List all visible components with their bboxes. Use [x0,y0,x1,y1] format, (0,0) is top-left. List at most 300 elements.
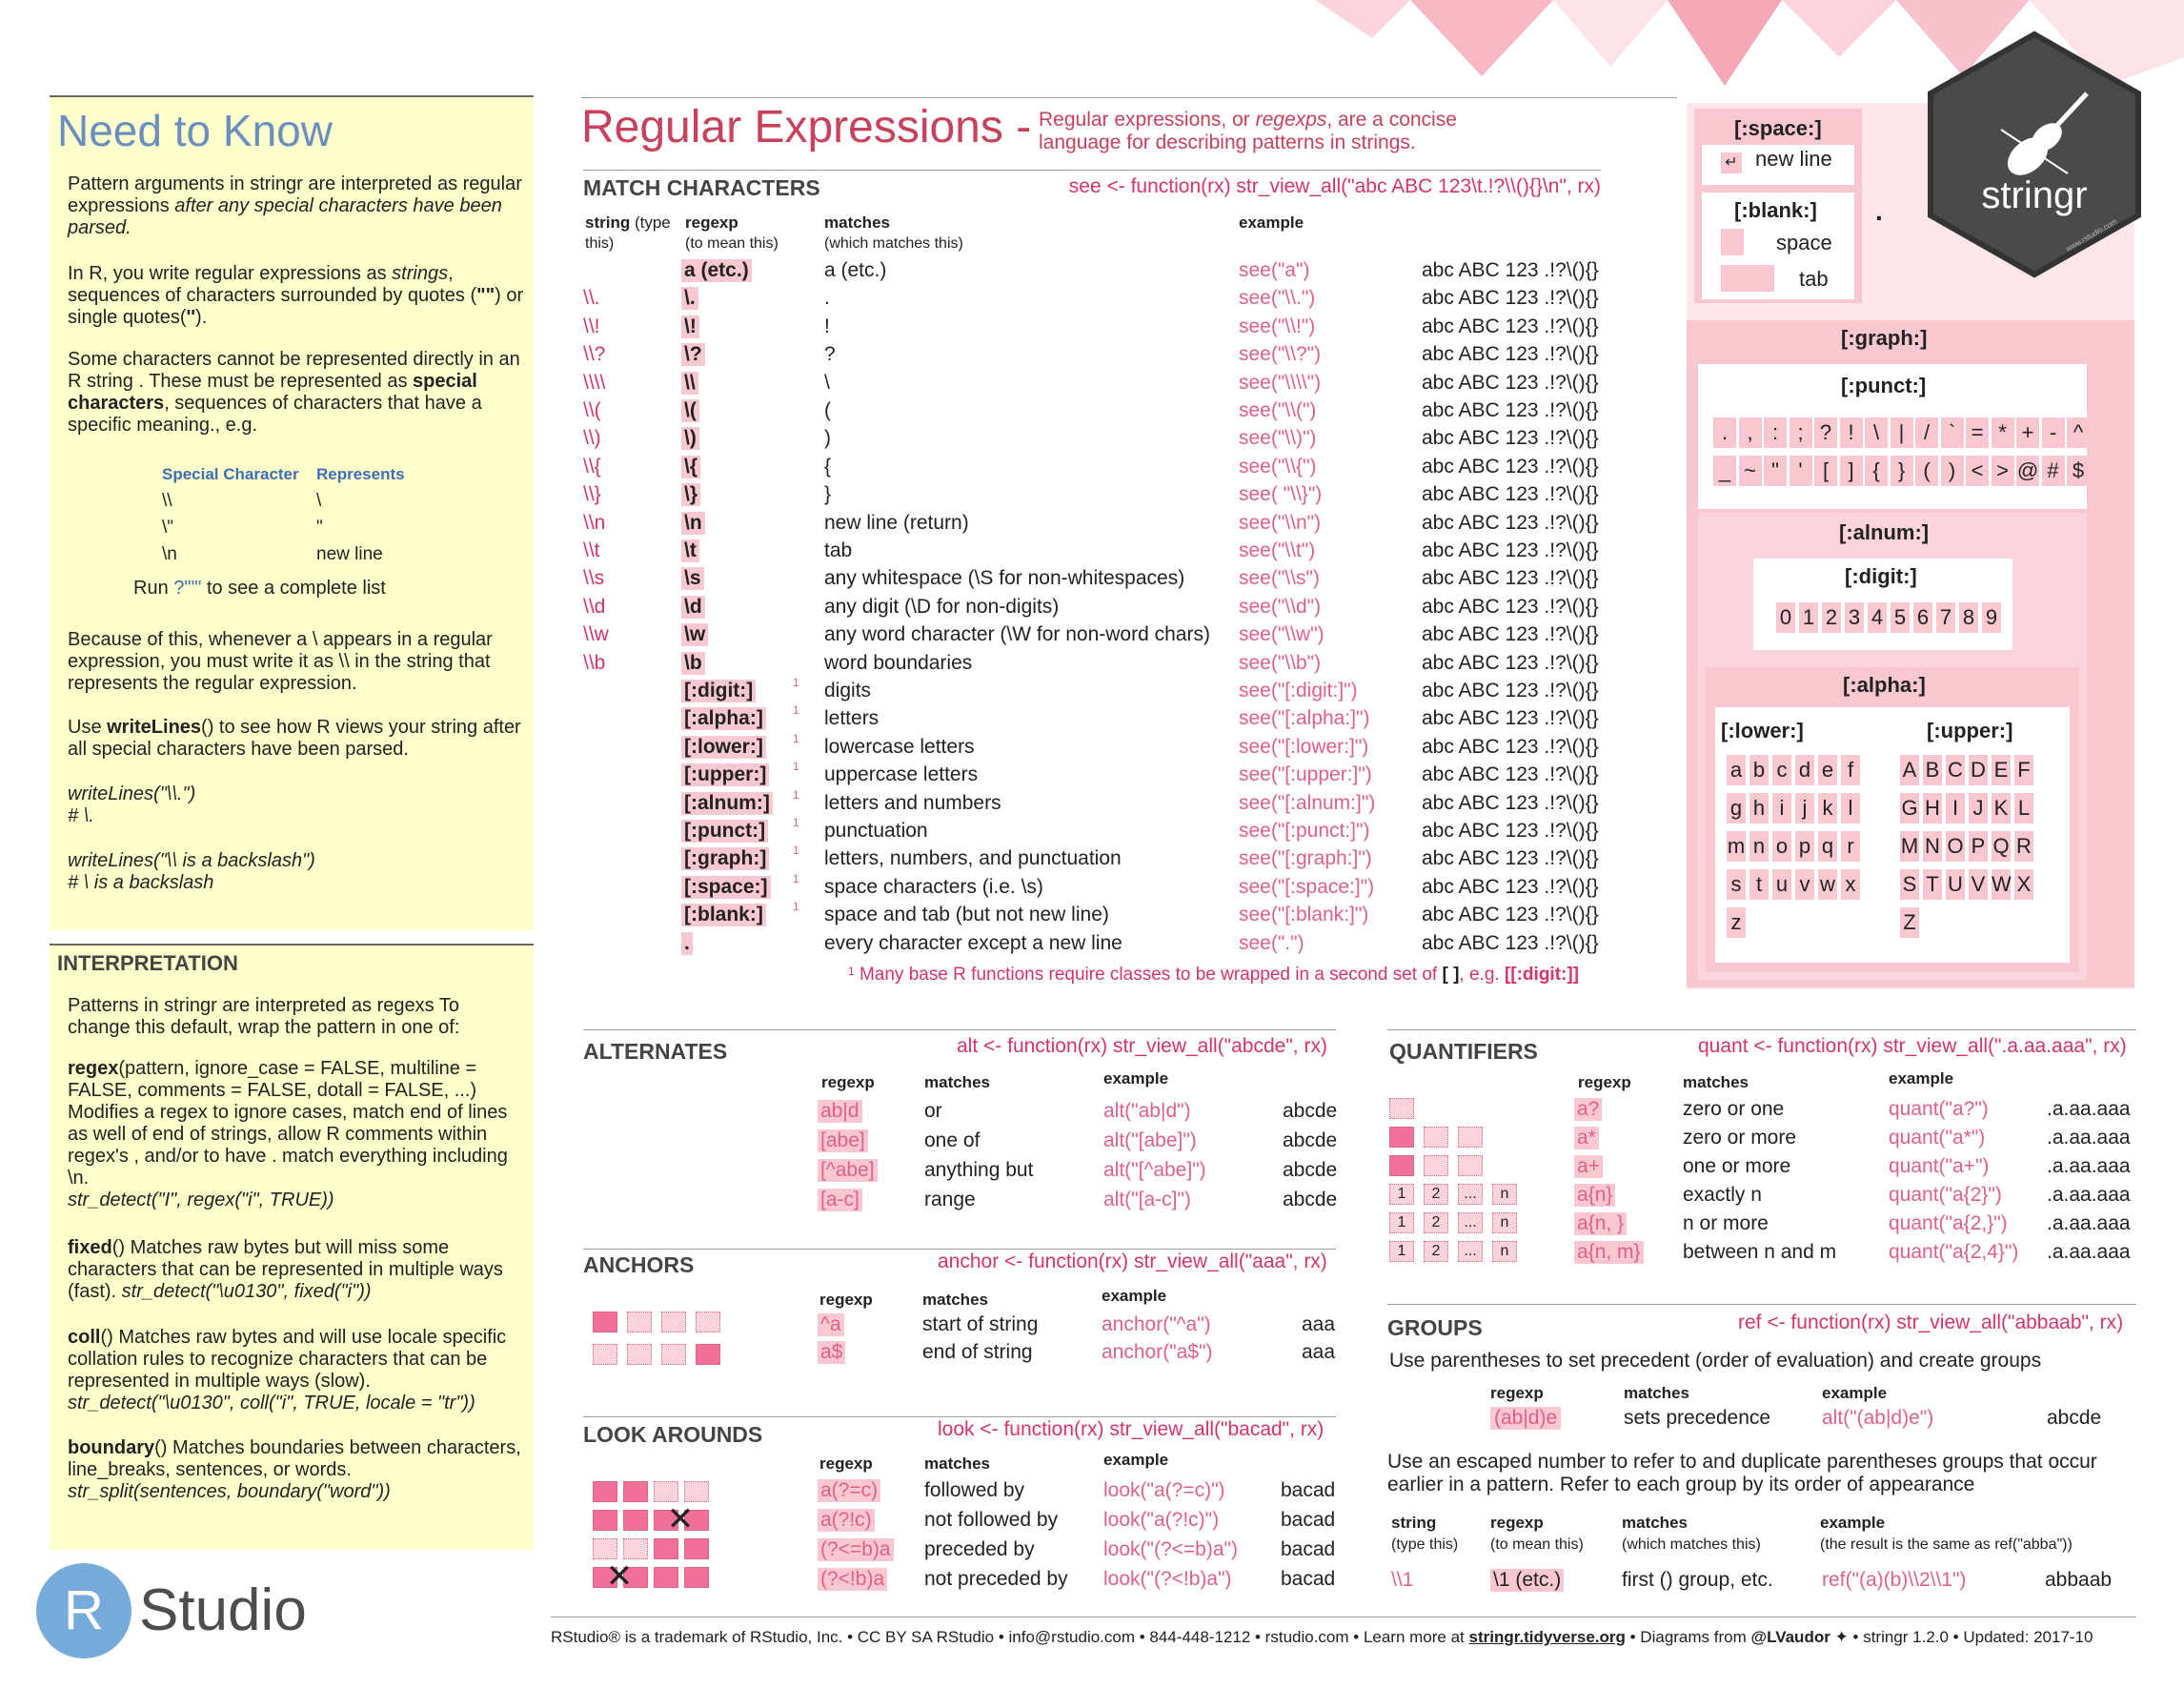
example-cell: see("[:lower:]") [1239,735,1369,758]
lower-char: d [1795,755,1814,785]
need-paragraph-2: In R, you write regular expressions as strings, sequences of characters surrounded by quotes ("") or single quotes(''). [68,263,524,328]
matches-cell: a (etc.) [824,259,887,281]
matches-cell: ) [824,427,831,450]
string-cell: \\n [583,511,606,534]
example-cell: see("[:graph:]") [1239,847,1372,870]
punct-char: \ [1865,417,1888,448]
diagram-box: 1 [1389,1241,1414,1262]
example-cell: see("\\{") [1239,455,1317,478]
digit-class-title: [:digit:] [1845,564,1917,588]
col-string: string (type [585,214,671,232]
groups-intro: Use parentheses to set precedent (order of evaluation) and create groups [1389,1350,2042,1372]
example-cell: look("a(?!c)") [1103,1509,1220,1531]
diagram-box [654,1538,678,1559]
look-col-regexp: regexp [819,1454,873,1473]
stringr-link[interactable]: stringr.tidyverse.org [1468,1628,1626,1646]
upper-char: H [1923,793,1942,824]
example-cell: see("[:punct:]") [1239,820,1370,842]
output-cell: abc ABC 123 .!?\(){} [1422,483,1599,506]
upper-char: G [1900,793,1919,824]
footnote-marker: 1 [793,871,799,885]
example-cell: quant("a{2,}") [1889,1212,2008,1234]
sc-row [162,488,476,515]
output-cell: .a.aa.aaa [2047,1155,2131,1177]
output-cell: abc ABC 123 .!?\(){} [1422,287,1599,310]
alternates-heading: ALTERNATES [583,1039,728,1064]
matches-cell: anything but [924,1159,1034,1181]
r-circle-icon: R [36,1563,131,1658]
need-paragraph-1: Pattern arguments in stringr are interpreted as regular expressions after any special characters have been parsed. [68,173,522,238]
regexp-cell: [:punct:] [681,820,768,843]
output-cell: abc ABC 123 .!?\(){} [1422,904,1599,926]
example-cell: see(".") [1239,931,1304,954]
need-paragraph-5: Use writeLines() to see how R views your string after all special characters have been parsed. [68,717,521,760]
matches-cell: every character except a new line [824,931,1122,954]
example-cell: see("\\(") [1239,399,1317,421]
punct-char: ; [1790,417,1812,448]
regexp-cell: a? [1574,1098,1602,1121]
diagram-box: ... [1458,1184,1483,1205]
upper-char: J [1969,793,1988,824]
punct-char: * [1992,417,2014,448]
digit-char: 7 [1936,602,1955,633]
upper-char: D [1969,755,1988,785]
matches-cell: any whitespace (\S for non-whitespaces) [824,567,1185,590]
grp-col-example-sub: (the result is the same as ref("abba")) [1820,1536,2073,1553]
alternates-function-def: alt <- function(rx) str_view_all("abcde", rx) [957,1035,1327,1057]
sc-represents: \ [316,491,322,511]
alpha-class-title: [:alpha:] [1843,673,1926,697]
rstudio-wordmark: Studio [139,1577,307,1643]
output-cell: abc ABC 123 .!?\(){} [1422,567,1599,590]
grp-col-matches: matches [1624,1384,1689,1402]
punct-char: [ [1814,456,1837,486]
diagram-box [684,1481,709,1502]
diagram-box [593,1481,617,1502]
sc-char: \\ [162,491,172,511]
output-cell: bacad [1281,1538,1336,1560]
example-cell: see("\\w") [1239,623,1325,646]
regexp-cell: \. [681,287,698,310]
writelines-example-2: writeLines("\\ is a backslash") # \ is a backslash [68,850,315,893]
newline-label: new line [1755,147,1832,171]
need-to-know-title: Need to Know [57,106,333,155]
diagram-box: n [1492,1212,1517,1233]
matches-cell: . [824,287,830,310]
lower-char: m [1727,831,1746,862]
punct-char: ( [1915,456,1938,486]
footnote-marker: 1 [793,731,799,745]
upper-char: T [1923,869,1942,900]
footer: RStudio® is a trademark of RStudio, Inc. • CC BY SA RStudio • info@rstudio.com • 844-448-1212 • rstudio.com • Learn more at stringr.tidyverse.org • Diagrams from @LVaudor ✦ • stringr 1.2.0 • Updated: 2017-10 [551,1628,2093,1646]
diagram-box [684,1567,709,1588]
footnote-marker: 1 [793,816,799,829]
quant-col-matches: matches [1683,1073,1749,1091]
upper-char: I [1946,793,1965,824]
interpretation-title: INTERPRETATION [57,951,238,975]
regexp-cell: a+ [1574,1155,1603,1178]
matches-cell: punctuation [824,820,928,842]
matches-cell: space characters (i.e. \s) [824,875,1043,898]
example-cell: see("\\?") [1239,343,1322,366]
regexp-cell: [^abe] [818,1159,878,1182]
punct-char: _ [1713,456,1736,486]
footnote-marker: 1 [793,703,799,718]
matches-cell: n or more [1683,1212,1769,1234]
regexp-cell: [a-c] [818,1189,862,1211]
matches-cell: } [824,483,832,506]
need-to-know-panel [50,95,534,930]
output-cell: abc ABC 123 .!?\(){} [1422,371,1599,394]
graph-class-title: [:graph:] [1841,326,1928,350]
diagram-box [1389,1127,1414,1148]
matches-cell: lowercase letters [824,735,975,758]
footnote-marker: 1 [793,676,799,689]
output-cell: abc ABC 123 .!?\(){} [1422,399,1599,421]
regexp-cell: [:alpha:] [681,707,766,730]
regexp-cell: a(?=c) [818,1479,880,1502]
output-cell: bacad [1281,1568,1336,1590]
punct-char: $ [2067,456,2090,486]
matches-cell: letters, numbers, and punctuation [824,847,1122,870]
interp-boundary: boundary() Matches boundaries between characters, line_breaks, sentences, or words. str_split(sentences, boundary("word")) [68,1437,521,1502]
groups-intro-2: Use an escaped number to refer to and duplicate parentheses groups that occur earlier in a pattern. Refer to each group by its order of appearance [1387,1451,2097,1495]
need-paragraph-4: Because of this, whenever a \ appears in a regular expression, you must write it as \\ in the string that represents the regular expression. [68,629,493,694]
punct-char: ? [1814,417,1837,448]
example-cell: alt("[^abe]") [1103,1159,1206,1181]
sc-char: \n [162,544,177,564]
diagram-box [593,1344,617,1365]
groups-heading: GROUPS [1387,1315,1483,1340]
example-cell: quant("a*") [1889,1127,1986,1149]
example-cell: see("[:blank:]") [1239,904,1369,926]
output-cell: .a.aa.aaa [2047,1127,2131,1149]
upper-char: O [1946,831,1965,862]
regexp-cell: [:blank:] [681,904,766,926]
grp-col-matches-sub: (which matches this) [1622,1536,1761,1553]
example-cell: see("a") [1239,259,1310,281]
lower-char: t [1749,869,1769,900]
string-cell: \\? [583,343,606,366]
regexp-cell: \? [681,343,705,366]
regexp-cell: \! [681,315,699,338]
upper-char: P [1969,831,1988,862]
alt-col-regexp: regexp [821,1073,875,1091]
matches-cell: \ [824,371,830,394]
output-cell: .a.aa.aaa [2047,1098,2131,1120]
example-cell: alt("[abe]") [1103,1129,1197,1151]
lower-char: a [1727,755,1746,785]
diagram-box [627,1312,652,1332]
example-cell: alt("ab|d") [1103,1100,1191,1122]
diagram-box [654,1481,678,1502]
output-cell: abc ABC 123 .!?\(){} [1422,455,1599,478]
sc-row [162,541,476,568]
diagram-box: 1 [1389,1184,1414,1205]
output-cell: abcde [1283,1129,1338,1151]
regexp-cell: . [681,932,693,955]
lower-char: u [1772,869,1791,900]
punct-char: { [1865,456,1888,486]
string-cell: \\! [583,315,600,337]
alnum-class-title: [:alnum:] [1839,520,1930,544]
lower-char: w [1818,869,1837,900]
matches-cell: range [924,1189,976,1210]
output-cell: abc ABC 123 .!?\(){} [1422,651,1599,674]
regexp-cell: \( [681,399,699,422]
col-regexp: regexp [685,214,738,232]
footnote-marker: 1 [793,844,799,858]
punct-char: | [1891,417,1913,448]
string-cell: \\{ [583,455,601,478]
regexp-cell: a(?!c) [818,1509,875,1532]
interp-regex: regex(pattern, ignore_case = FALSE, multiline = FALSE, comments = FALSE, dotall = FALSE, ...) Modifies a regex to ignore cases, match end of lines as well of end of strings, allow R comments within regex's , and/or to have . match everything including \n. str_detect("I", regex("i", TRUE)) [68,1058,508,1210]
col-regexp-sub: (to mean this) [685,235,779,252]
anc-col-regexp: regexp [819,1291,873,1309]
matches-cell: preceded by [924,1538,1035,1560]
lower-char: i [1772,793,1791,824]
diagram-box [1389,1155,1414,1176]
output-cell: abcde [1283,1159,1338,1181]
punct-char: ] [1840,456,1863,486]
regexp-cell: a{n, m} [1574,1241,1644,1264]
digit-char: 9 [1982,602,2001,633]
interp-fixed: fixed() Matches raw bytes but will miss some characters that can be represented in multiple ways (fast). str_detect("\u0130", fixed("i")) [68,1237,503,1302]
upper-char: A [1900,755,1919,785]
need-paragraph-3: Some characters cannot be represented directly in an R string . These must be represented as special characters, sequences of characters that have a specific meaning., e.g. [68,349,520,436]
upper-char: Z [1900,907,1919,938]
punct-char: . [1713,417,1736,448]
grp-col-string: string [1391,1514,1437,1532]
regexp-cell: \n [681,512,705,535]
lower-char: b [1749,755,1769,785]
punct-char: ' [1790,456,1812,486]
example-cell: see( "\\}") [1239,483,1323,506]
regexp-cell: [:digit:] [681,680,756,702]
regexp-cell: ab|d [818,1100,862,1123]
punct-char: # [2042,456,2065,486]
upper-char: F [2014,755,2033,785]
lower-char: o [1772,831,1791,862]
output-cell: abc ABC 123 .!?\(){} [1422,791,1599,814]
regexp-cell: [:space:] [681,876,771,899]
diagram-box: n [1492,1241,1517,1262]
upper-char: Q [1992,831,2011,862]
output-cell: abcde [1283,1189,1338,1210]
sc-char: \" [162,518,174,538]
punct-char: / [1915,417,1938,448]
example-cell: quant("a{2,4}") [1889,1241,2019,1263]
lower-char: f [1841,755,1860,785]
diagram-box [684,1538,709,1559]
punct-char: < [1966,456,1989,486]
matches-cell: tab [824,539,853,561]
svg-text:www.rstudio.com: www.rstudio.com [2064,216,2119,254]
diagram-box [1458,1155,1483,1176]
example-cell: see("\\!") [1239,315,1316,337]
string-cell: \\\\ [583,371,606,394]
grp-col-example: example [1822,1384,1888,1402]
lower-char: j [1795,793,1814,824]
regexp-cell: (?<=b)a [818,1538,894,1561]
string-cell: \\d [583,595,606,618]
string-cell: \\w [583,623,609,646]
tab-label: tab [1799,267,1829,291]
output-cell: abc ABC 123 .!?\(){} [1422,259,1599,281]
return-icon: ↵ [1721,153,1742,173]
punct-char: ` [1941,417,1964,448]
matches-cell: digits [824,680,872,702]
lower-char: h [1749,793,1769,824]
matches-cell: ! [824,315,830,337]
page-title: Regular Expressions - [581,102,1032,153]
matches-cell: any digit (\D for non-digits) [824,595,1060,618]
matches-cell: uppercase letters [824,763,979,786]
upper-char: K [1992,793,2011,824]
regexp-cell: [:upper:] [681,763,769,786]
output-cell: abcde [1283,1100,1338,1122]
example-cell: see("\\b") [1239,651,1322,674]
sc-represents: " [316,518,323,538]
punct-char: ! [1840,417,1863,448]
diagram-box [627,1344,652,1365]
output-cell: abc ABC 123 .!?\(){} [1422,847,1599,870]
diagram-box [593,1510,617,1531]
matches-cell: between n and m [1683,1241,1837,1263]
output-cell: .a.aa.aaa [2047,1241,2131,1263]
example-cell: quant("a+") [1889,1155,1990,1177]
footnote-marker: 1 [793,900,799,914]
diagram-box [593,1538,617,1559]
string-cell: \\s [583,567,605,590]
upper-char: V [1969,869,1988,900]
interpretation-panel [50,944,534,1550]
output-cell: abc ABC 123 .!?\(){} [1422,623,1599,646]
example-cell: look("(?<!b)a") [1103,1568,1232,1590]
digit-char: 6 [1913,602,1932,633]
example-cell: see("\\.") [1239,287,1316,310]
example-cell: see("\\s") [1239,567,1320,590]
lookarounds-heading: LOOK AROUNDS [583,1422,763,1447]
diagram-box [654,1567,678,1588]
page-subtitle: Regular expressions, or regexps, are a concise language for describing patterns in strings. [1039,109,1457,153]
regexp-cell: \{ [681,456,700,478]
regexp-cell: a{n, } [1574,1212,1627,1235]
diagram-box [1424,1155,1448,1176]
output-cell: abc ABC 123 .!?\(){} [1422,680,1599,702]
col-example: example [1239,214,1304,232]
diagram-box: 1 [1389,1212,1414,1233]
example-cell: look("(?<=b)a") [1103,1538,1238,1560]
output-cell: abc ABC 123 .!?\(){} [1422,343,1599,366]
upper-char: C [1946,755,1965,785]
regexp-cell: \s [681,567,704,590]
matches-cell: zero or more [1683,1127,1797,1149]
punct-char: > [1992,456,2014,486]
diagram-box [1458,1127,1483,1148]
lower-class-title: [:lower:] [1721,719,1804,742]
tab-swatch [1721,265,1774,292]
lower-char: n [1749,831,1769,862]
match-characters-heading: MATCH CHARACTERS [583,175,820,200]
lower-char: k [1818,793,1837,824]
example-cell: see("[:upper:]") [1239,763,1372,786]
output-cell: .a.aa.aaa [2047,1184,2131,1206]
digit-char: 2 [1822,602,1841,633]
output-cell: aaa [1302,1341,1336,1363]
digit-char: 1 [1799,602,1818,633]
diagram-box [661,1312,686,1332]
grp-col-matches-2: matches [1622,1514,1688,1532]
regexp-cell: [:alnum:] [681,792,773,815]
string-cell: \\. [583,287,600,310]
anc-col-matches: matches [922,1291,988,1309]
diagram-box [623,1481,648,1502]
groups-function-def: ref <- function(rx) str_view_all("abbaab", rx) [1738,1312,2124,1333]
svg-text:stringr: stringr [1981,174,2088,216]
regexp-cell: a{n} [1574,1184,1615,1207]
regexp-cell: [abe] [818,1129,868,1152]
regexp-cell: [:lower:] [681,736,766,759]
grp-col-regexp-2: regexp [1490,1514,1544,1532]
matches-cell: followed by [924,1479,1025,1501]
diagram-box: n [1492,1184,1517,1205]
example-cell: anchor("^a") [1102,1313,1211,1335]
upper-class-title: [:upper:] [1927,719,2013,742]
string-cell: \\} [583,483,601,506]
upper-char: W [1992,869,2011,900]
diagram-box [1389,1098,1414,1119]
matches-cell: { [824,455,832,478]
footnote-marker: 1 [793,787,799,802]
look-col-example: example [1103,1451,1169,1469]
sc-represents: new line [316,544,383,564]
punct-char: + [2016,417,2039,448]
matches-cell: ( [824,399,831,421]
example-cell: see("\\)") [1239,427,1317,450]
lower-char: g [1727,793,1746,824]
matches-cell: space and tab (but not new line) [824,904,1109,926]
regexp-cell: \d [681,596,705,619]
upper-char: U [1946,869,1965,900]
diagram-box [1424,1127,1448,1148]
regexp-cell: a (etc.) [681,259,752,282]
example-cell: anchor("a$") [1102,1341,1213,1363]
writelines-example-1: writeLines("\\.") # \. [68,783,196,826]
punct-char: , [1739,417,1762,448]
upper-char: B [1923,755,1942,785]
lower-char: p [1795,831,1814,862]
matches-cell: word boundaries [824,651,973,674]
anchors-function-def: anchor <- function(rx) str_view_all("aaa", rx) [938,1251,1327,1272]
regexp-cell: ^a [818,1313,844,1336]
output-cell: abc ABC 123 .!?\(){} [1422,763,1599,786]
rstudio-logo [36,1563,322,1658]
alt-col-matches: matches [924,1073,990,1091]
matches-cell: letters and numbers [824,791,1001,814]
lower-char: r [1841,831,1860,862]
space-label: space [1776,231,1832,254]
output-cell: abc ABC 123 .!?\(){} [1422,539,1599,561]
matches-cell: one of [924,1129,981,1151]
regexp-cell: \) [681,427,699,450]
diagram-box: ... [1458,1241,1483,1262]
output-cell: .a.aa.aaa [2047,1212,2131,1234]
example-cell: see("[:space:]") [1239,875,1375,898]
regexp-cell: \} [681,483,700,506]
digit-char: 4 [1868,602,1887,633]
output-cell: abc ABC 123 .!?\(){} [1422,735,1599,758]
